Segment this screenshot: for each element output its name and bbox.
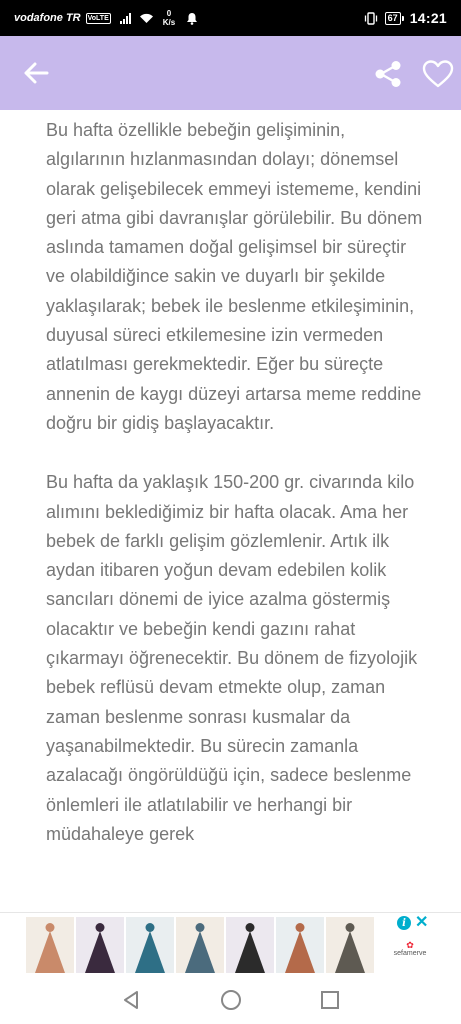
- dress-shape: [135, 931, 165, 973]
- ad-product-image[interactable]: [176, 917, 224, 973]
- ad-product-image[interactable]: [276, 917, 324, 973]
- model-head: [46, 923, 55, 932]
- nav-recents-button[interactable]: [318, 988, 342, 1012]
- app-bar: [0, 36, 461, 110]
- share-icon: [373, 59, 403, 89]
- model-head: [296, 923, 305, 932]
- ad-product-image[interactable]: [326, 917, 374, 973]
- triangle-back-icon: [120, 988, 144, 1012]
- model-head: [196, 923, 205, 932]
- nav-back-button[interactable]: [120, 988, 144, 1012]
- ad-product-image[interactable]: [226, 917, 274, 973]
- dress-shape: [35, 931, 65, 973]
- ad-controls: [397, 916, 428, 930]
- status-right: [363, 10, 447, 26]
- brand-mark-icon: ✿: [406, 940, 414, 950]
- ad-product-image[interactable]: [76, 917, 124, 973]
- share-button[interactable]: [368, 54, 408, 94]
- carrier-name: vodafone TR: [14, 12, 81, 24]
- ad-brand-logo[interactable]: [384, 941, 436, 957]
- system-nav-bar: [0, 976, 461, 1024]
- network-speed: [163, 9, 175, 27]
- battery-icon: [385, 12, 404, 25]
- article-body: [46, 116, 426, 879]
- heart-outline-icon: [422, 59, 454, 89]
- status-bar: [0, 0, 461, 36]
- article-paragraph: Bu hafta özellikle bebeğin gelişiminin, algılarının hızlanmasından dolayı; dönemsel olarak gelişebilecek emmeyi istememe, kendini geri atma gibi davranışlar görülebilir. Bu dönem aslında tamamen doğal gelişimsel bir süreçtir ve olabildiğince sakin ve duyarlı bir şekilde yaklaşılarak; bebek ile beslenme etkileşiminin, duyusal süreci etkilemesine izin vermeden atlatılması gerekmektedir. Eğer bu süreçte annenin de kaygı düzeyi artarsa meme reddine doğru bir gidiş başlayacaktır.: [46, 120, 423, 433]
- ad-product-list[interactable]: [26, 917, 374, 973]
- signal-strength-icon: [120, 12, 131, 24]
- clock: 14:21: [409, 10, 447, 26]
- ad-banner[interactable]: [0, 912, 461, 976]
- favorite-button[interactable]: [418, 54, 458, 94]
- article-content[interactable]: [0, 110, 461, 912]
- network-badge: VoLTE: [87, 14, 109, 22]
- ad-brand-name: sefamerve: [393, 950, 427, 957]
- ad-product-image[interactable]: [126, 917, 174, 973]
- battery-level: 67: [385, 12, 401, 25]
- article-paragraph: Bu hafta da yaklaşık 150-200 gr. civarında kilo alımını beklediğimiz bir hafta olacak. Ama her bebek de farklı gelişim gözlemlenir. Artık ilk aydan itibaren yoğun devam edebilen kolik sancıları dönemi de iyice azalma göstermiş olacaktır ve bebeğin kendi gazını rahat çıkarmayı öğrenecektir. Bu dönem de fizyolojik bebek reflüsü devam etmekte olup, zaman zaman beslenme sonrası kusmalar da yaşanabilmektedir. Bu sürecin zamanla azalacağı öngörüldüğü için, sadece beslenme önlemleri ile atlatılabilir ve herhangi bir müdahaleye gerek: [46, 472, 418, 844]
- nav-home-button[interactable]: [219, 988, 243, 1012]
- model-head: [146, 923, 155, 932]
- dress-shape: [235, 931, 265, 973]
- dress-shape: [185, 931, 215, 973]
- speed-value: 0: [166, 9, 172, 18]
- model-head: [346, 923, 355, 932]
- dress-shape: [85, 931, 115, 973]
- model-head: [96, 923, 105, 932]
- vibrate-icon: [363, 12, 379, 25]
- speed-unit: K/s: [162, 18, 176, 27]
- status-left: [14, 9, 198, 27]
- arrow-left-icon: [23, 62, 49, 84]
- bell-icon: [186, 12, 198, 25]
- back-button[interactable]: [18, 58, 54, 88]
- square-recents-icon: [318, 988, 342, 1012]
- wifi-icon: [139, 12, 154, 24]
- ad-product-image[interactable]: [26, 917, 74, 973]
- info-icon[interactable]: i: [397, 916, 411, 930]
- circle-home-icon: [219, 988, 243, 1012]
- close-icon[interactable]: ✕: [415, 914, 429, 931]
- dress-shape: [285, 931, 315, 973]
- dress-shape: [335, 931, 365, 973]
- model-head: [246, 923, 255, 932]
